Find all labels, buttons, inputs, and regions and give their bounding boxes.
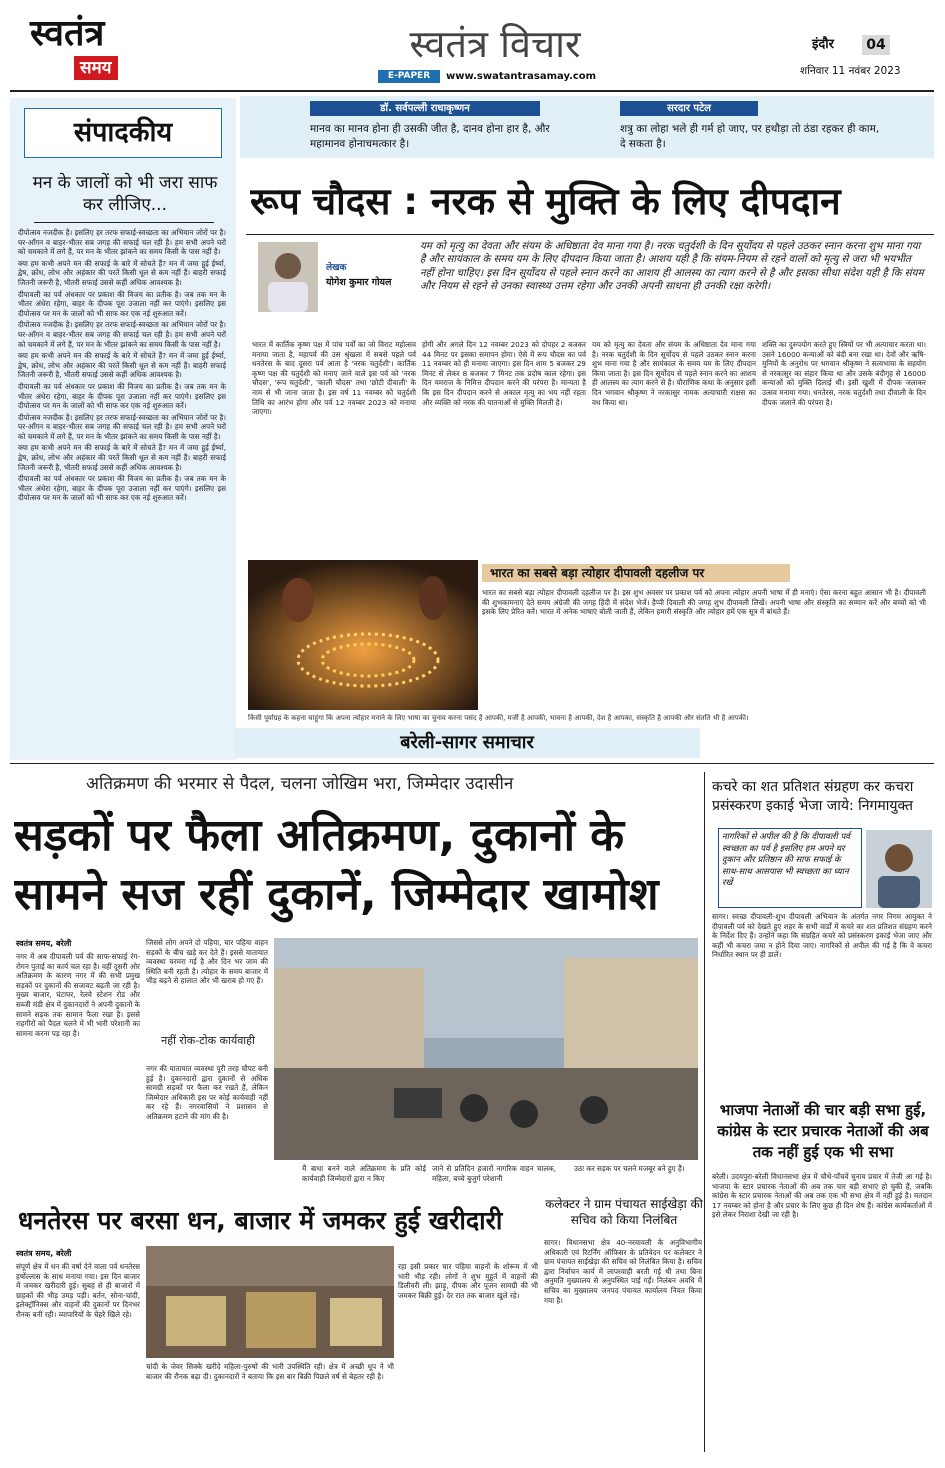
epaper-badge: E-PAPER (378, 70, 440, 83)
photo-caption-2: जाने से प्रतिदिन हजारों नागरिक वाहन चालक, महिला, बच्चे बुजुर्ग परेशानी (432, 1164, 556, 1183)
lead-col-4: शक्ति का दुरुपयोग करते हुए स्त्रियों पर भी अत्याचार करता था। उसने 16000 कन्याओं को बंदी बना रखा था। देवों और ऋषि-मुनियों के अनुरोध पर भगवान श्रीकृष्ण ने सत्यभामा के सहयोग से नरकासुर का संहार किया था और उसके बंदीगृह से 16000 कन्याओं को मुक्ति दिलाई थी। इसी खुशी में दीपक जलाकर उत्सव मनाया गया। धनतेरस, नरक चतुर्दशी तथा दीवाली के दिन दीपक जलाने की परंपरा है। (762, 340, 926, 407)
regional-body-2: जिससे लोग अपने दो पहिया, चार पहिया वाहन सड़कों के बीच खड़े कर देते हैं। इससे यातायात व्यवस्था चरमरा गई है और दिन भर जाम की स्थिति बनी रहती है। त्योहार के समय बाजार में भीड़ बढ़ने से हालात और भी खराब हो गए हैं। (146, 938, 268, 986)
editorial-para: दीपोत्सव नजदीक है। इसलिए हर तरफ सफाई-स्वच्छता का अभियान जोरों पर है। घर-आँगन व बाहर-भीतर सब जगह की सफाई चल रही है। हम सभी अपने घरों को चमकाने में लगे हैं, पर मन के भीतर झांकने का समय किसी के पास नहीं है। (18, 228, 226, 257)
dhanteras-market-photo (146, 1246, 394, 1358)
site-url[interactable]: www.swatantrasamay.com (446, 71, 597, 82)
photo-caption-1: मैं बाधा बनने वाले अतिक्रमण के प्रति कोई कार्यवाही जिम्मेदारों द्वारा न किए (302, 1164, 426, 1183)
author-photo (258, 242, 318, 312)
editorial-para: दीपोत्सव नजदीक है। इसलिए हर तरफ सफाई-स्वच्छता का अभियान जोरों पर है। घर-आँगन व बाहर-भीतर सब जगह की सफाई चल रही है। हम सभी अपने घरों को चमकाने में लगे हैं, पर मन के भीतर झांकने का समय किसी के पास नहीं है। (18, 412, 226, 441)
sub-body: भारत का सबसे बड़ा त्योहार दीपावली दहलीज पर है। इस शुभ अवसर पर प्रकाश पर्व को अपना त्योहार अपनी भाषा में ही मनाएं। ऐसा करना बहुत आसान भी है। दीपावली की शुभकामनाएं देते समय अंग्रेजी की जगह हिंदी में संदेश भेजें। हैप्पी दिवाली की जगह शुभ दीपावली लिखें। अपनी भाषा और संस्कृति का सम्मान करें और बच्चों को भी इसके लिए प्रेरित करें। भारत में अनेक भाषाएं बोली जाती हैं, लेकिन हमारी संस्कृति और त्योहार हमें एक सूत्र में बांधते हैं। (482, 588, 926, 617)
col-divider (704, 772, 705, 1452)
city-label: इंदौर (812, 37, 834, 52)
dhanteras-dateline: स्वतंत्र समय, बरेली (16, 1249, 72, 1258)
editorial-section-title: संपादकीय (24, 108, 222, 158)
diwali-lamps-art (248, 560, 478, 710)
lead-headline: रूप चौदस : नरक से मुक्ति के लिए दीपदान (250, 180, 841, 223)
sub-headline: भारत का सबसे बड़ा त्योहार दीपावली दहलीज पर (482, 564, 790, 582)
editorial-divider (34, 222, 214, 223)
sachiv-body: सागर। विधानसभा क्षेत्र 40-नरयावली के अनुविभागीय अधिकारी एवं रिटर्निंग ऑफिसर के प्रतिवेदन पर कलेक्टर ने ग्राम पंचायत साईखेड़ा की सचिव को निलंबित किया है। सचिव द्वारा निर्वाचन कार्य में लापरवाही बरती गई थी तथा बिना अनुमति मुख्यालय से अनुपस्थित पाई गईं। निलंबन अवधि में सचिव का मुख्यालय जनपद पंचायत कार्यालय नियत किया गया है। (544, 1238, 702, 1305)
editorial-para: दीपावली का पर्व अंधकार पर प्रकाश की विजय का प्रतीक है। जब तक मन के भीतर अंधेरा रहेगा, बाहर के दीपक पूरा उजाला नहीं कर पाएंगे। इसलिए इस दीपोत्सव पर मन के जालों को भी साफ कर एक नई शुरुआत करें। (18, 474, 226, 503)
diwali-lamps-photo (248, 560, 478, 710)
quote-2-author: सरदार पटेल (620, 101, 758, 116)
regional-headline: सड़कों पर फैला अतिक्रमण, दुकानों के सामने सज रहीं दुकानें, जिम्मेदार खामोश (14, 810, 659, 920)
dhanteras-body: संपूर्ण क्षेत्र में धन की वर्षा देने वाला पर्व धनतेरस हर्षोल्लास के साथ मनाया गया। इस दिन बाजार में जमकर खरीदारी हुई। सुबह से ही बाजारों में ग्राहकों की भीड़ उमड़ पड़ी। बर्तन, सोना-चांदी, इलेक्ट्रॉनिक्स और वाहनों की दुकानों पर दिनभर रौनक बनी रही। व्यापारियों के चेहरे खिले रहे। (16, 1262, 140, 1319)
editorial-para: दीपावली का पर्व अंधकार पर प्रकाश की विजय का प्रतीक है। जब तक मन के भीतर अंधेरा रहेगा, बाहर के दीपक पूरा उजाला नहीं कर पाएंगे। इसलिए इस दीपोत्सव पर मन के जालों को भी साफ कर एक नई शुरुआत करें। (18, 381, 226, 411)
dhanteras-body-2: चांदी के जेवर सिक्के खरीदे महिला-पुरुषों की भारी उपस्थिति रही। क्षेत्र में अच्छी धूप ने भी बाजार की रौनक बढ़ा दी। दुकानदारों ने बताया कि इस बार बिक्री पिछले वर्ष से बेहतर रही है। (146, 1362, 394, 1381)
dhanteras-body-3: रहा इसी प्रकार चार पहिया वाहनों के शोरूम में भी भारी भीड़ रही। लोगों ने शुभ मुहूर्त में वाहनों की डिलीवरी ली। झाड़ू, दीपक और पूजन सामग्री की भी जमकर बिक्री हुई। देर रात तक बाजार खुले रहे। (398, 1262, 538, 1300)
editorial-headline: मन के जालों को भी जरा साफ कर लीजिए... (32, 173, 218, 215)
editorial-para: क्या हम कभी अपने मन की सफाई के बारे में सोचते हैं? मन में जमा हुई ईर्ष्या, द्वेष, क्रोध, लोभ और अहंकार की परतें किसी धूल से कम नहीं हैं। बाहरी सफाई जितनी जरूरी है, भीतरी सफाई उससे कहीं अधिक आवश्यक है। (18, 443, 226, 472)
photo-caption: किसी पूर्वाग्रह के कहना चाहूंगा कि अपना त्योहार मनाने के लिए भाषा का चुनाव करना पसंद है आपकी, मर्जी है आपकी, भावना है आपकी, देश है आपका, संस्कृति है आपकी और संतति भी है आपकी। (248, 714, 749, 722)
politics-body: बरेली। उदयपुरा-बरेली विधानसभा क्षेत्र में चौथे-पाँचवें चुनाव प्रचार में तेजी आ गई है। भाजपा के स्टार प्रचारक नेताओं की अब तक चार बड़ी सभाएं हो चुकी हैं, जबकि कांग्रेस के स्टार प्रचारक नेताओं की अब तक एक भी सभा क्षेत्र में नहीं हुई है। मतदान 17 नवम्बर को होना है और प्रचार के लिए कुछ ही दिन शेष हैं। कांग्रेस कार्यकर्ताओं में इसे लेकर निराशा देखी जा रही है। (712, 1172, 932, 1220)
byline-author: योगेश कुमार गोयल (326, 277, 392, 288)
sagar-headline: कचरे का शत प्रतिशत संग्रहण कर कचरा प्रसंस्करण इकाई भेजा जाये: निगमायुक्त (712, 779, 914, 814)
lead-rule (246, 234, 934, 235)
masthead-rule (10, 90, 934, 92)
editorial-para: क्या हम कभी अपने मन की सफाई के बारे में सोचते हैं? मन में जमा हुई ईर्ष्या, द्वेष, क्रोध, लोभ और अहंकार की परतें किसी धूल से कम नहीं हैं। बाहरी सफाई जितनी जरूरी है, भीतरी सफाई उससे कहीं अधिक आवश्यक है। (18, 351, 226, 380)
editorial-para: क्या हम कभी अपने मन की सफाई के बारे में सोचते हैं? मन में जमा हुई ईर्ष्या, द्वेष, क्रोध, लोभ और अहंकार की परतें किसी धूल से कम नहीं हैं। बाहरी सफाई जितनी जरूरी है, भीतरी सफाई उससे कहीं अधिक आवश्यक है। (18, 258, 226, 287)
regional-rule (10, 763, 934, 764)
lead-intro: यम को मृत्यु का देवता और संयम के अधिष्ठाता देव माना गया है। नरक चतुर्दशी के दिन सूर्योदय से पहले उठकर स्नान करना शुभ माना गया है और सायंकाल के समय यम के लिए दीपदान किया जाता है। आशय यही है कि संयम-नियम से रहने वालों को मृत्यु से जरा भी भयभीत नहीं होना चाहिए। इस दिन सूर्योदय से पहले स्नान करने का आशय ही आलस्य का त्याग करने से है और इसका सीधा संदेश यही है कि संयम और नियम से रहने से उनका स्वास्थ्य उत्तम रहेगा और उनकी अपनी साधना ही उनकी रक्षा करेगी। (420, 241, 924, 293)
regional-kicker: अतिक्रमण की भरमार से पैदल, चलना जोखिम भरा, जिम्मेदार उदासीन (86, 774, 514, 794)
regional-body-3: नगर की यातायात व्यवस्था पूरी तरह चौपट बनी हुई है। दुकानदारों द्वारा दुकानों से अधिक सामग्री सड़कों पर फैला कर रखते हैं, लेकिन जिम्मेदार अधिकारी इस पर कोई कार्यवाही नहीं कर रहे हैं। नगरवासियों ने प्रशासन से अतिक्रमण हटाने की मांग की है। (146, 1064, 268, 1121)
photo-caption-3: उठा कर सड़क पर चलने मजबूर बने हुए हैं। (574, 1164, 685, 1173)
sagar-pull-quote: नागरिकों से अपील की है कि दीपावली पर्व स्वच्छता का पर्व है इसलिए हम अपने घर दुकान और प्रतिष्ठान की साफ सफाई के साथ-साथ आसपास भी स्वच्छता का ध्यान रखें (718, 828, 862, 908)
editorial-body (18, 228, 226, 752)
lead-col-3: यम को मृत्यु का देवता और संयम के अधिष्ठाता देव माना गया है। नरक चतुर्दशी के दिन सूर्योदय से पहले उठकर स्नान करना शुभ माना गया है और सायंकाल के समय यम के लिए दीपदान किया जाता है। इस दिन सूर्योदय से पहले स्नान करने का आशय ही आलस्य का त्याग करने से है। पौराणिक कथा के अनुसार इसी दिन भगवान श्रीकृष्ण ने नरकासुर नामक अत्याचारी राक्षस का वध किया था। (592, 340, 756, 407)
official-photo (866, 830, 932, 908)
quote-1-text: मानव का मानव होना ही उसकी जीत है, दानव होना हार है, और महामानव होनाचमत्कार है। (310, 123, 550, 150)
market-street-art (274, 938, 698, 1160)
market-street-photo (274, 938, 698, 1160)
page-number: 04 (862, 35, 890, 55)
logo (30, 14, 126, 92)
lead-col-2: होगी और अगले दिन 12 नवम्बर 2023 को दोपहर 2 बजकर 44 मिनट पर इसका समापन होगा। ऐसे में रूप चौदस का पर्व 11 नवम्बर को ही मनाया जाएगा। इस दिन शाम 5 बजकर 29 मिनट से लेकर 8 बजकर 7 मिनट तक प्रदोष काल रहेगा। इस दिन यमराज के निमित्त दीपदान करने की परंपरा है। मान्यता है कि इस दिन दीपदान करने से अकाल मृत्यु का भय नहीं रहता और व्यक्ति को नरक की यातनाओं से मुक्ति मिलती है। (422, 340, 586, 407)
quote-2-text: शत्रु का लोहा भले ही गर्म हो जाए, पर हथौड़ा तो ठंडा रहकर ही काम, दे सकता है। (620, 123, 880, 150)
official-photo-art (866, 830, 932, 908)
dhanteras-headline: धनतेरस पर बरसा धन, बाजार में जमकर हुई खरीदारी (18, 1206, 503, 1235)
logo-line2: समय (74, 56, 118, 80)
quote-1-author: डॉ. सर्वपल्ली राधाकृष्णन (310, 101, 540, 116)
regional-band-title: बरेली-सागर समाचार (400, 732, 534, 753)
regional-body-1: नगर में अब दीपावली पर्व की साफ-सफाई रंग-रोगन पुताई का कार्य चल रहा है। वहीं दूसरी ओर अतिक्रमण के कारण नगर में की सभी प्रमुख सड़कों पर दुकानों की सजावट बढ़ती जा रही है। मुख्य बाजार, घंटाघर, रेलवे स्टेशन रोड और सब्जी मंडी क्षेत्र में दुकानदारों ने अपनी दुकानों के सामने सड़क तक सामान फैला रखा है। इससे राहगीरों को पैदल चलने में भी भारी परेशानी का सामना करना पड़ रहा है। (16, 952, 140, 1038)
dateline: स्वतंत्र समय, बरेली (16, 939, 72, 948)
page-title: स्वतंत्र विचार (409, 22, 581, 66)
editorial-para: दीपावली का पर्व अंधकार पर प्रकाश की विजय का प्रतीक है। जब तक मन के भीतर अंधेरा रहेगा, बाहर के दीपक पूरा उजाला नहीं कर पाएंगे। इसलिए इस दीपोत्सव पर मन के जालों को भी साफ कर एक नई शुरुआत करें। (18, 289, 226, 318)
logo-line1: स्वतंत्र (30, 13, 105, 54)
editorial-para: दीपोत्सव नजदीक है। इसलिए हर तरफ सफाई-स्वच्छता का अभियान जोरों पर है। घर-आँगन व बाहर-भीतर सब जगह की सफाई चल रही है। हम सभी अपने घरों को चमकाने में लगे हैं, पर मन के भीतर झांकने का समय किसी के पास नहीं है। (18, 320, 226, 349)
author-photo-art (258, 242, 318, 312)
politics-headline: भाजपा नेताओं की चार बड़ी सभा हुई, कांग्रेस के स्टार प्रचारक नेताओं की अब तक नहीं हुई एक भी सभा (717, 1101, 929, 1161)
byline-label: लेखक (326, 263, 347, 273)
issue-date: शनिवार 11 नवंबर 2023 (800, 65, 901, 77)
sagar-body: सागर। स्वच्छ दीपावली-शुभ दीपावली अभियान के अंतर्गत नगर निगम आयुक्त ने दीपावली पर्व को देखते हुए शहर के सभी वार्डों में कचरे का शत प्रतिशत संग्रहण करने के निर्देश दिए हैं। उन्होंने कहा कि संग्रहित कचरे को प्रसंस्करण इकाई भेजा जाए और कहीं भी कचरा जमा न होने दिया जाए। नागरिकों से अपील की गई है कि वे कचरा निर्धारित स्थान पर ही डालें। (712, 912, 932, 960)
regional-subhead: नहीं रोक-टोक कार्यवाही (161, 1034, 255, 1047)
dhanteras-market-art (146, 1246, 394, 1358)
lead-col-1: भारत में कार्तिक कृष्ण पक्ष में पांच पर्वों का जो विराट महोत्सव मनाया जाता है, महापर्व की उस श्रृंखला में सबसे पहले पर्व धनतेरस के बाद दूसरा पर्व आता है 'नरक चतुर्दशी'। कार्तिक कृष्ण पक्ष की चतुर्दशी को मनाए जाने वाले इस पर्व को 'नरक चौदस', 'रूप चतुर्दशी', 'काली चौदस' तथा 'छोटी दीवाली' के नाम से भी जाना जाता है। इस वर्ष 11 नवम्बर को चतुर्दशी तिथि का आरंभ होगा और पर्व 12 नवम्बर 2023 को मनाया जाएगा। (252, 340, 416, 417)
sachiv-headline: कलेक्टर ने ग्राम पंचायत साईखेड़ा की सचिव को किया निलंबित (545, 1197, 703, 1227)
